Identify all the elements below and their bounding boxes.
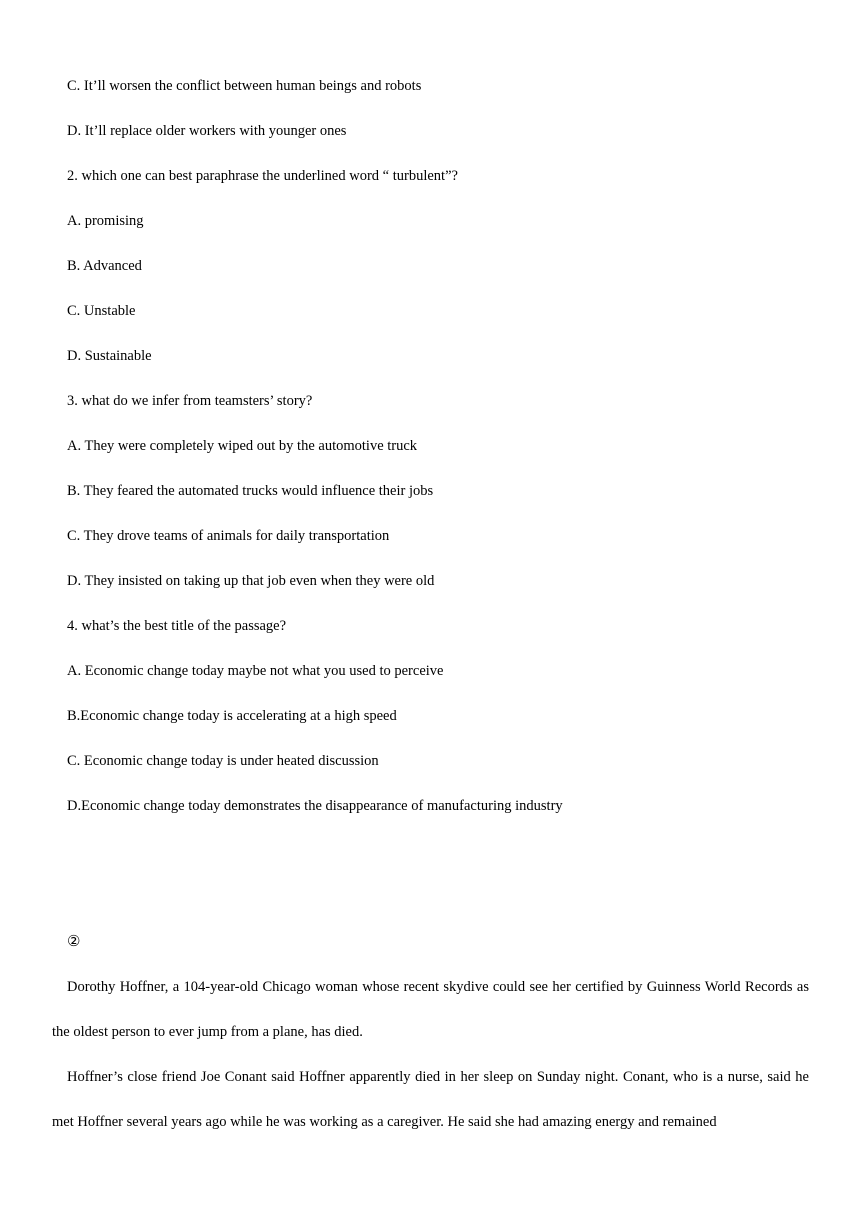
passage-paragraph: Hoffner’s close friend Joe Conant said Hoffner apparently died in her sleep on Sunday night. Conant, who is a nurse, said he met Hoffner several years ago while he was working as a caregiver. He said she had amazing energy and remained (52, 1069, 809, 1130)
q2-option-c: C. Unstable (67, 303, 136, 319)
passage-paragraph: Dorothy Hoffner, a 104-year-old Chicago woman whose recent skydive could see her certified by Guinness World Records as the oldest person to ever jump from a plane, has died. (52, 979, 809, 1040)
q3-option-c: C. They drove teams of animals for daily transportation (67, 528, 390, 544)
q4-option-b: B.Economic change today is accelerating at a high speed (67, 708, 397, 724)
q4-option-c: C. Economic change today is under heated discussion (67, 753, 379, 769)
q1-option-c: C. It’ll worsen the conflict between human beings and robots (67, 78, 422, 94)
q4-question: 4. what’s the best title of the passage? (67, 618, 287, 634)
q3-question: 3. what do we infer from teamsters’ story? (67, 393, 313, 409)
q2-option-b: B. Advanced (67, 258, 142, 274)
q3-option-b: B. They feared the automated trucks would influence their jobs (67, 483, 434, 499)
q2-option-d: D. Sustainable (67, 348, 152, 364)
q2-option-a: A. promising (67, 213, 144, 229)
q4-option-d: D.Economic change today demonstrates the disappearance of manufacturing industry (67, 798, 563, 814)
passage-number-marker: ② (67, 934, 81, 950)
q4-option-a: A. Economic change today maybe not what you used to perceive (67, 663, 444, 679)
q1-option-d: D. It’ll replace older workers with younger ones (67, 123, 347, 139)
q3-option-d: D. They insisted on taking up that job even when they were old (67, 573, 435, 589)
q3-option-a: A. They were completely wiped out by the automotive truck (67, 438, 418, 454)
q2-question: 2. which one can best paraphrase the underlined word “ turbulent”? (67, 168, 458, 184)
